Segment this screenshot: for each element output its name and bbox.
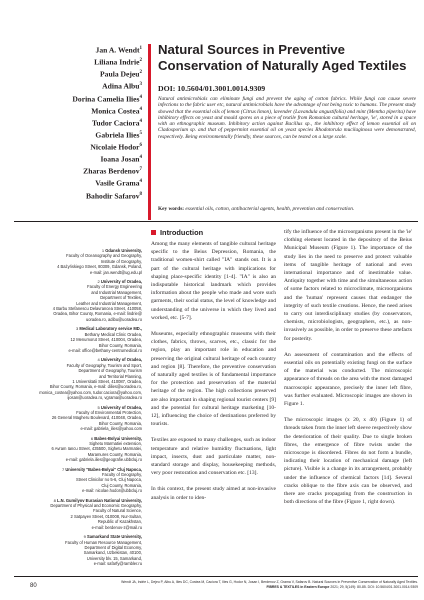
author-affiliation-number: 7 [139,167,142,173]
affiliation-line: monica_costea@yahoo.com, tudor.caciora@yahoo.com, [39,389,142,395]
affiliation-line: Faculty of Oceanography and Geography, [66,253,142,259]
affiliation-line: 12 Menumorut Street, 410004, Oradea, [70,337,142,343]
affiliation-organisation: University of Oradea, [100,357,142,363]
body-paragraph: The microscopic images (x 20, x 40) (Figure 1) of threads taken from the inner left sleeve respectively show the deterioration of their quality. Due to single broken fibres, the emergence of fibre twists under the microscope is disordered. Fibres do not form a bundle, indicating their location of mechanical damage (left picture). Visible is a change in its arrangement, probably under the influence of chemical factors [14]. Several cracks oblique to the fibre axis can be observed, and there are cracks propagating from the construction in both directions of the fibre (Figure 1, right down). [284,417,412,506]
author-name [14,165,142,177]
citation-issue: 2021; 29, 5(149): 80-85. DOI: 10.5604/01.3001.0014.9309 [330,584,418,589]
author-name [14,190,142,202]
author-name [14,105,142,117]
article-title: Natural Sources in Preventive Conservation of Naturally Aged Textiles [158,42,407,73]
author-name [14,117,142,129]
header-rule [14,221,418,222]
affiliation [14,436,142,463]
affiliation-number: 9 [83,534,86,540]
affiliation-line: Bihor County, Romania, e-mail: dilies@uoradea.ro, [49,384,142,390]
citation-journal: FIBRES & TEXTILES in Eastern Europe [266,584,330,589]
affiliation-line: and Territorial Planning, [99,373,142,379]
author-affiliation-number: 2 [139,58,142,64]
affiliation-number: 2 [97,279,100,285]
author-name-text: Zharas Berdenov [83,166,140,176]
citation [62,580,418,589]
section-heading-text: Introduction [160,228,204,237]
keywords [158,206,416,212]
text-column-left [151,240,276,510]
author-affiliation-number: 4 [139,118,142,124]
author-affiliation-number: 8 [139,191,142,197]
author-affiliation-number: 6 [139,143,142,148]
author-affiliation-number: 5 [139,130,142,136]
affiliation [14,498,142,530]
affiliation [14,405,142,432]
author-name [14,141,142,153]
affiliation-organisation: University of Oradea, [100,404,142,410]
affiliation-line: e-mail: nicolae.hodor@ubbcluj.ro [82,488,142,494]
accent-bar [148,44,151,220]
affiliation-line: Faculty of Geography, Tourism and Sport, [66,362,142,368]
body-paragraph: Textiles are exposed to many challenges, such as indoor temperature and relative humidity fluctuations, light impact, insects, dust and particulate matter, non-standard storage and display, housekeeping methods, very poor restoration and conservation etc. [13]. [151,437,276,477]
author-name-text: Gabriela Ilies [95,130,140,140]
affiliation-line: 6 Avram Iancu Street, 435500, Sighetu Marmatiei, [51,446,142,452]
author-name-text: Adina Albu [102,81,140,91]
affiliation-line: e-mail: gabriela_ilies@yahoo.com [80,426,142,432]
affiliation-line: University blv. 15, Samarkand, [86,555,142,561]
section-heading-introduction [151,228,203,237]
affiliation-line: ijosan@uoradea.ro, vgrama@uoradea.ro [67,395,142,401]
affiliation-line: Faculty of Human Resource Management, [65,539,142,545]
section-square-icon [151,230,156,235]
author-name-text: Dorina Camelia Ilies [72,94,140,104]
author-name [14,56,142,68]
abstract: Natural antimicrobials can eliminate fungi and prevent the aging of cotton fabrics. While fungi can cause severe infections to the fabric user etc, natural antimicrobials have the advantage of not being toxic to humans. The present study showed that the essential oils of lemon (Citrus limon), lavender (Lavandula angustifolia) and mint (Mentha piperita) have inhibitory effects on yeast and mould spores on a piece of textile from Romanian cultural heritage, 'ie', stored in a space with an ethnographic museum. Inhibitory action against Bacillus sp., the inhibitory effect of lemon essential oil on Cladosporium sp. and that of peppermint essential oil on yeast species Rhodotorula mucilaginosa were demonstrated, respectively. Being environmentally friendly, these sources, can be tested on a large scale. [158,96,416,140]
affiliation-organisation: University "Babes-Bolyai" Cluj Napoca, [65,466,142,472]
keywords-label: Key words: [158,206,185,212]
author-name [14,153,142,165]
affiliation-line: 26 General Magheru Boulevard, 410048, Oradea, [51,415,142,421]
affiliation-line: Institute of Geography, [100,258,142,264]
affiliation-line: e-mail: gabriela.ilies@geografie.ubbcluj.ro [65,457,142,463]
author-name [14,80,142,92]
author-name [14,68,142,80]
affiliation-organisation: Medical Laboratory service MD., [79,326,142,332]
footer-rule [14,576,418,577]
affiliation-line: Department of Digital Economy, [84,544,142,550]
affiliation-number: 3 [76,326,79,332]
affiliation-line: uoradea.ro, adibu@uoradea.ro [85,316,142,322]
text-column-right [284,228,412,515]
affiliation-line: Faculty of Environmental Protection, [76,409,142,415]
affiliation-line: 1 Universitatii Street, 410087, Oradea, [72,378,142,384]
author-name-text: Nicolaie Hodor [90,142,140,152]
body-paragraph: Museums, especially ethnographic museums with their clothes, fabrics, throws, scarves, etc., classic for the region, play an important role in education and preserving the original cultural heritage of each country and region [8]. Therefore, the preventive conservation of naturally aged textiles is of fundamental importance for the protection and preservation of the material heritage of the region. The high collections preserved are also important in shaping regional tourist centers [9] and the potential for cultural heritage marketing [10-12], influencing the choice of destinations preferred by tourists. [151,331,276,428]
affiliation-line: Sighetu Marmatiei extension, [89,441,142,446]
author-name-text: Jan A. Wendt [95,45,140,55]
author-name-text: Paula Dejeu [100,69,140,79]
body-paragraph: An assessment of contamination and the effects of essential oils on potentially existing fungi on the surface of the material was conducted. The microscopic appearance of threads on the area with the most damaged macroscopic appearance, precisely the inner left fibre, was further evaluated. Microscopic images are shown in Figure 1. [284,351,412,408]
affiliations [14,248,142,571]
affiliation-line: Street Clinicilor no 5-6, Cluj Napoca, [76,477,142,483]
author-name-text: Tudor Caciora [92,118,140,128]
body-paragraph: tify the influence of the microorganisms present in the 'ie' clothing element located in the depository of the Beius Municipal Museum (Figure 1). The importance of the study lies in the need to preserve and protect valuable items of tangible heritage of national and even international importance and of inestimable value. Antiquity together with time and the simultaneous action of some factors related to microclimate, microorganisms and the 'human' represent causes that endanger the integrity of such textile creations. Hence, the need arises to carry out interdisciplinary studies (by conservators, chemists, microbiologists, geographers, etc.), as non-invasively as possible, in order to preserve these artefacts for posterity. [284,229,412,342]
body-paragraph: Among the many elements of tangible cultural heritage specific to the Beius Depression, Romania, the traditional women-shirt called "IA" stands out. It is a part of the cultural heritage with implications for shaping place-specific identity [1-4]. "IA" is also an indisputable historical landmark which provides information about the people who made and wore such garments, their social status, the level of knowledge and understanding of the universe in which they lived and worked, etc. [5-7]. [151,241,276,321]
affiliation-organisation: Samarkand State University, [87,534,142,540]
affiliation [14,357,142,400]
affiliation-organisation: L.N. Gumilyov Eurasian National University, [56,497,142,503]
affiliation [14,467,142,494]
affiliation-line: Maramures County, Romania, [87,451,142,457]
affiliation [14,534,142,566]
affiliation-line: Bethany Medical Clinic Oradea, [84,331,142,337]
affiliation-line: Faculty of Natural Science, [93,508,142,514]
author-affiliation-number: 4 [139,94,142,100]
affiliation-line: e-mail: jan.wendt@ug.edu.pl [90,269,142,275]
affiliation-line: Faculty of Geography, [102,472,142,478]
affiliation-line: and Industrial Management, [91,289,142,295]
affiliation-line: Oradea, Bihor County, Romania, e-mail: lindrie@ [53,311,142,317]
citation-authors: Wendt JA, Indrie L, Dejeu P, Albu A, Ilies DC, Costea M, Caciora T, Ilies G, Hodor N, Josan I, Berdenov Z, Grama V, Safarov B. Natural Sources in Preventive Conservation of Naturally Aged Textiles. [121,580,418,584]
affiliation-line: Bihor County, Romania, [98,420,142,426]
author-name [14,177,142,189]
affiliation-line: Department of Textiles, [100,295,142,301]
author-affiliation-number: 1 [139,46,142,51]
affiliation-number: 7 [61,466,65,472]
affiliation-number: 6 [90,435,94,441]
author-name [14,44,142,56]
author-list [14,44,142,202]
affiliation-organisation: Gdansk University, [105,248,142,253]
affiliation-line: Samarkand, Uzbekistan, 40100, [83,550,142,556]
affiliation-line: 2 Satpayev Street, 010008, Nur-Sultan, [70,513,142,519]
affiliation-line: Republic of Kazakhstan, [97,519,142,525]
author-name-text: Monica Costea [91,106,140,116]
author-affiliation-number: 4 [139,179,142,185]
affiliation-line: e-mail: safarfy@rambler.ru [93,561,142,567]
author-affiliation-number: 4 [139,155,142,161]
affiliation-line: e-mail: berdenov-z@mail.ru [91,524,142,530]
author-name-text: Ioana Josan [100,154,140,164]
author-name [14,93,142,105]
affiliation-line: Department of Physical and Economic Geography, [50,503,142,509]
author-affiliation-number: 3 [139,82,142,88]
author-name-text: Liliana Indrie [94,57,140,67]
author-name-text: Bahodir Safarov [85,191,140,201]
affiliation-line: Bihor County, Romania, [98,342,142,348]
affiliation-line: e-mail: office@bethany-centrumedical.ro [68,347,142,353]
affiliation-organisation: Babes-Bolyai University, [94,435,142,441]
affiliation-line: 4 Bażyńskiego Street, 80309, Gdansk, Poland, [57,264,142,270]
affiliation-line: Faculty of Energy Engineering [87,284,142,290]
affiliation [14,248,142,275]
author-affiliation-number: 4 [139,106,142,112]
keywords-text: essential oils, cotton, antibacterial agents, health, prevention and conservation. [185,206,355,212]
affiliation-number: 5 [97,404,100,410]
author-name [14,129,142,141]
body-paragraph: In this context, the present study aimed at non-invasive analysis in order to iden- [151,486,276,501]
affiliation-number: 1 [101,248,105,253]
author-name-text: Vasile Grama [95,178,140,188]
affiliation-line: Cluj County, Romania, [101,482,142,488]
author-affiliation-number: 2 [139,70,142,76]
affiliation-number: 8 [53,497,56,503]
doi[interactable]: DOI: 10.5604/01.3001.0014.9309 [158,84,266,93]
affiliation-line: Department of Geography, Tourism [78,368,142,374]
affiliation-number: 4 [97,357,100,363]
affiliation-organisation: University of Oradea, [100,279,142,285]
affiliation [14,279,142,322]
affiliation [14,326,142,353]
affiliation-line: 4 Barbu Stefanescu Delavrancea Street, 410058, [52,306,142,312]
affiliation-line: Leather and Industrial Management, [76,300,142,306]
page-number: 80 [30,583,37,589]
